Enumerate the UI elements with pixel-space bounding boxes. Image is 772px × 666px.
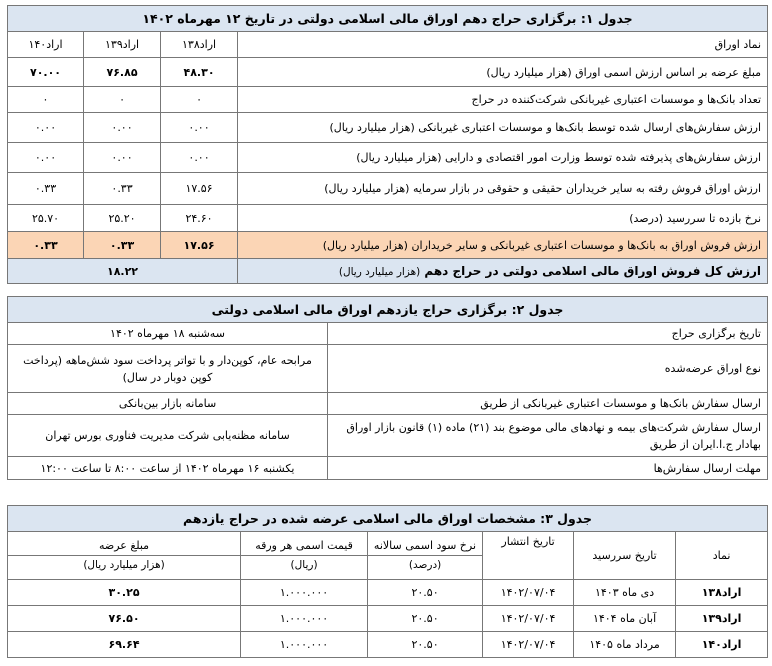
table3-amount: ۶۹.۶۴: [8, 632, 241, 658]
table2-row-value: مرابحه عام، کوپن‌دار و با تواتر پرداخت سود شش‌ماهه (پرداخت کوپن دوبار در سال): [8, 345, 328, 393]
table1-cell: ۲۵.۲۰: [84, 205, 161, 232]
table1-row-label: ارزش سفارش‌های ارسال شده توسط بانک‌ها و موسسات اعتباری غیربانکی (هزار میلیارد ریال): [238, 113, 768, 143]
auction-11-table: [7, 296, 768, 480]
table3-symbol: اراد۱۳۸: [676, 580, 768, 606]
table3-face: ۱.۰۰۰.۰۰۰: [241, 606, 368, 632]
table1-total-label: [238, 259, 768, 284]
table1-highlight-label: ارزش فروش اوراق به بانک‌ها و موسسات اعتباری غیربانکی و سایر خریداران (هزار میلیارد ریال): [238, 232, 768, 259]
table2-row-value: یکشنبه ۱۶ مهرماه ۱۴۰۲ از ساعت ۸:۰۰ تا ساعت ۱۲:۰۰: [8, 457, 328, 480]
table1-cell: ۷۶.۸۵: [84, 58, 161, 87]
table3-amount: ۷۶.۵۰: [8, 606, 241, 632]
table1-total-value: ۱۸.۲۲: [8, 259, 238, 284]
table3-header-face: قیمت اسمی هر ورقه: [241, 532, 368, 556]
table3-header-amount-unit: (هزار میلیارد ریال): [8, 556, 241, 580]
table3-header-symbol: نماد: [676, 532, 768, 580]
table1-highlight-cell: ۱۷.۵۶: [161, 232, 238, 259]
table1-row-label: مبلغ عرضه بر اساس ارزش اسمی اوراق (هزار میلیارد ریال): [238, 58, 768, 87]
table1-cell: ۰.۳۳: [84, 173, 161, 205]
table1-cell: ۷۰.۰۰: [8, 58, 84, 87]
table1-cell: ۰.۰۰: [84, 143, 161, 173]
table3-rate: ۲۰.۵۰: [368, 606, 483, 632]
table2-row-label: ارسال سفارش شرکت‌های بیمه و نهادهای مالی موضوع بند (۲۱) ماده (۱) قانون بازار اوراق بهادار ج.ا.ایران از طریق: [328, 415, 768, 457]
table1-total-text: ارزش کل فروش اوراق مالی اسلامی دولتی در حراج دهم: [424, 264, 762, 278]
table1-row-label: ارزش اوراق فروش رفته به سایر خریداران حقیقی و حقوقی در بازار سرمایه (هزار میلیارد ریال): [238, 173, 768, 205]
table1-cell: ۰: [8, 87, 84, 113]
table1-cell: ۰: [84, 87, 161, 113]
table2-row-value: سه‌شنبه ۱۸ مهرماه ۱۴۰۲: [8, 323, 328, 345]
table3-symbol: اراد۱۳۹: [676, 606, 768, 632]
table3-header-issue: تاریخ انتشار: [483, 532, 574, 580]
table1-highlight-cell: ۰.۳۳: [84, 232, 161, 259]
table1-cell: ۲۴.۶۰: [161, 205, 238, 232]
table3-header-amount: مبلغ عرضه: [8, 532, 241, 556]
table1-cell: ۰.۰۰: [8, 143, 84, 173]
table1-row-label: ارزش سفارش‌های پذیرفته شده توسط وزارت امور اقتصادی و دارایی (هزار میلیارد ریال): [238, 143, 768, 173]
table1-row-label: نرخ بازده تا سررسید (درصد): [238, 205, 768, 232]
table1-cell: ۰.۰۰: [161, 143, 238, 173]
table1-header-label: نماد اوراق: [238, 32, 768, 58]
table1-total-unit: (هزار میلیارد ریال): [338, 266, 421, 278]
table1-cell: ۲۵.۷۰: [8, 205, 84, 232]
table3-symbol: اراد۱۴۰: [676, 632, 768, 658]
table2-row-value: سامانه مظنه‌یابی شرکت مدیریت فناوری بورس تهران: [8, 415, 328, 457]
table1-title: جدول ۱: برگزاری حراج دهم اوراق مالی اسلامی دولتی در تاریخ ۱۲ مهرماه ۱۴۰۲: [8, 6, 768, 32]
table2-row-label: مهلت ارسال سفارش‌ها: [328, 457, 768, 480]
table3-face: ۱.۰۰۰.۰۰۰: [241, 632, 368, 658]
table2-row-label: نوع اوراق عرضه‌شده: [328, 345, 768, 393]
table3-header-maturity: تاریخ سررسید: [574, 532, 676, 580]
table3-maturity: آبان ماه ۱۴۰۴: [574, 606, 676, 632]
table1-col-header: اراد۱۳۸: [161, 32, 238, 58]
table1-cell: ۰.۰۰: [161, 113, 238, 143]
table1-row-label: تعداد بانک‌ها و موسسات اعتباری غیربانکی شرکت‌کننده در حراج: [238, 87, 768, 113]
table3-title: جدول ۳: مشخصات اوراق مالی اسلامی عرضه شده در حراج یازدهم: [8, 506, 768, 532]
table3-rate: ۲۰.۵۰: [368, 580, 483, 606]
table3-maturity: مرداد ماه ۱۴۰۵: [574, 632, 676, 658]
table3-rate: ۲۰.۵۰: [368, 632, 483, 658]
table3-header-rate-unit: (درصد): [368, 556, 483, 580]
table3-issue: ۱۴۰۲/۰۷/۰۴: [483, 580, 574, 606]
table2-row-label: تاریخ برگزاری حراج: [328, 323, 768, 345]
table2-title: جدول ۲: برگزاری حراج یازدهم اوراق مالی اسلامی دولتی: [8, 297, 768, 323]
table1-cell: ۰.۰۰: [84, 113, 161, 143]
table1-cell: ۱۷.۵۶: [161, 173, 238, 205]
auction-11-securities-table: [7, 505, 768, 658]
table1-col-header: اراد۱۴۰: [8, 32, 84, 58]
table3-issue: ۱۴۰۲/۰۷/۰۴: [483, 606, 574, 632]
table2-row-value: سامانه بازار بین‌بانکی: [8, 393, 328, 415]
table3-face: ۱.۰۰۰.۰۰۰: [241, 580, 368, 606]
table1-highlight-cell: ۰.۳۳: [8, 232, 84, 259]
table1-cell: ۰.۰۰: [8, 113, 84, 143]
table3-header-rate: نرخ سود اسمی سالانه: [368, 532, 483, 556]
table3-issue: ۱۴۰۲/۰۷/۰۴: [483, 632, 574, 658]
table3-maturity: دی ماه ۱۴۰۳: [574, 580, 676, 606]
table1-cell: ۰.۳۳: [8, 173, 84, 205]
table3-amount: ۳۰.۲۵: [8, 580, 241, 606]
auction-10-table: [7, 5, 768, 284]
table3-header-face-unit: (ریال): [241, 556, 368, 580]
table1-col-header: اراد۱۳۹: [84, 32, 161, 58]
table1-cell: ۴۸.۳۰: [161, 58, 238, 87]
table1-cell: ۰: [161, 87, 238, 113]
table2-row-label: ارسال سفارش بانک‌ها و موسسات اعتباری غیربانکی از طریق: [328, 393, 768, 415]
